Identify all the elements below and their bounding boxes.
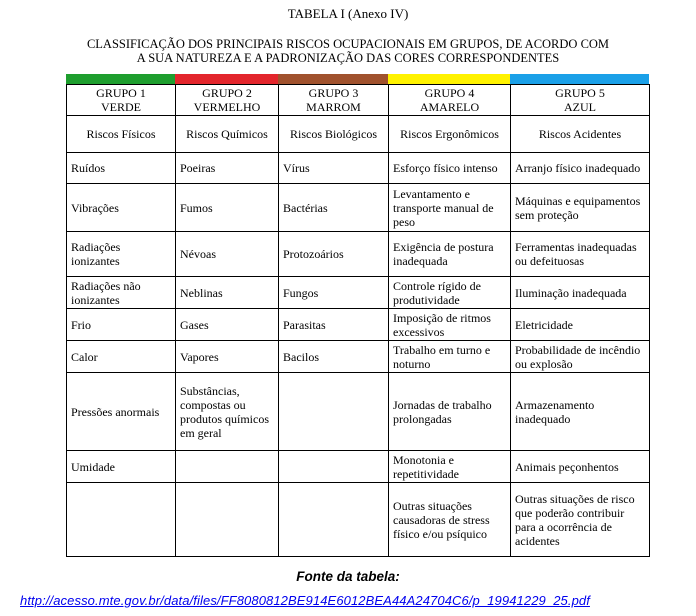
table-cell: Outras situações causadoras de stress físico e/ou psíquico: [389, 483, 511, 557]
table-cell: Vírus: [279, 153, 389, 184]
table-cell: Eletricidade: [511, 309, 650, 341]
color-swatch-group-5: [510, 74, 649, 84]
table-row: [67, 153, 650, 184]
table-cell: Umidade: [67, 451, 176, 483]
table-cell: Névoas: [176, 232, 279, 277]
table-cell: Vapores: [176, 341, 279, 373]
table-cell: Radiações não ionizantes: [67, 277, 176, 309]
group-header: GRUPO 5 AZUL: [511, 85, 650, 116]
table-cell: Poeiras: [176, 153, 279, 184]
table-row: [67, 483, 650, 557]
source-link[interactable]: http://acesso.mte.gov.br/data/files/FF8080812BE914E6012BEA44A24704C6/p_19941229_25.pdf: [20, 593, 590, 608]
source-label: Fonte da tabela:: [296, 569, 400, 584]
color-swatch-group-4: [388, 74, 510, 84]
category-row: [67, 116, 650, 153]
table-row: [67, 309, 650, 341]
category-cell: Riscos Químicos: [176, 116, 279, 153]
table-cell: Radiações ionizantes: [67, 232, 176, 277]
table-cell: [279, 451, 389, 483]
color-swatch-group-3: [278, 74, 388, 84]
table-cell: Animais peçonhentos: [511, 451, 650, 483]
category-cell: Riscos Ergonômicos: [389, 116, 511, 153]
group-color-bar: [66, 74, 649, 84]
color-swatch-group-1: [66, 74, 175, 84]
table-cell: Parasitas: [279, 309, 389, 341]
table-cell: Gases: [176, 309, 279, 341]
table-row: [67, 232, 650, 277]
group-header: GRUPO 4 AMARELO: [389, 85, 511, 116]
table-cell: Trabalho em turno e noturno: [389, 341, 511, 373]
table-cell: [176, 451, 279, 483]
category-cell: Riscos Acidentes: [511, 116, 650, 153]
table-row: [67, 373, 650, 451]
group-header: GRUPO 1 VERDE: [67, 85, 176, 116]
table-cell: Fungos: [279, 277, 389, 309]
table-cell: Esforço físico intenso: [389, 153, 511, 184]
table-cell: Ruídos: [67, 153, 176, 184]
table-title: TABELA I (Anexo IV): [287, 6, 409, 21]
table-cell: Protozoários: [279, 232, 389, 277]
table-cell: Calor: [67, 341, 176, 373]
table-cell: Fumos: [176, 184, 279, 232]
table-cell: Armazenamento inadequado: [511, 373, 650, 451]
table-cell: Ferramentas inadequadas ou defeituosas: [511, 232, 650, 277]
table-cell: Bactérias: [279, 184, 389, 232]
table-cell: [67, 483, 176, 557]
table-cell: [176, 483, 279, 557]
table-cell: Vibrações: [67, 184, 176, 232]
table-row: [67, 341, 650, 373]
group-header: GRUPO 3 MARROM: [279, 85, 389, 116]
table-cell: Outras situações de risco que poderão contribuir para a ocorrência de acidentes: [511, 483, 650, 557]
table-cell: Jornadas de trabalho prolongadas: [389, 373, 511, 451]
table-row: [67, 277, 650, 309]
heading-line-1: CLASSIFICAÇÃO DOS PRINCIPAIS RISCOS OCUPACIONAIS EM GRUPOS, DE ACORDO COM: [86, 37, 610, 51]
table-cell: [279, 483, 389, 557]
table-row: [67, 451, 650, 483]
table-cell: Pressões anormais: [67, 373, 176, 451]
table-cell: Substâncias, compostas ou produtos químicos em geral: [176, 373, 279, 451]
table-cell: [279, 373, 389, 451]
table-cell: Bacilos: [279, 341, 389, 373]
table-row: [67, 184, 650, 232]
group-header-row: [67, 85, 650, 116]
table-cell: Frio: [67, 309, 176, 341]
table-cell: Iluminação inadequada: [511, 277, 650, 309]
table-cell: Arranjo físico inadequado: [511, 153, 650, 184]
category-cell: Riscos Físicos: [67, 116, 176, 153]
table-cell: Controle rígido de produtividade: [389, 277, 511, 309]
color-swatch-group-2: [175, 74, 278, 84]
category-cell: Riscos Biológicos: [279, 116, 389, 153]
risk-classification-table: [66, 84, 650, 557]
table-heading: [60, 37, 636, 65]
table-cell: Máquinas e equipamentos sem proteção: [511, 184, 650, 232]
table-cell: Levantamento e transporte manual de peso: [389, 184, 511, 232]
table-cell: Monotonia e repetitividade: [389, 451, 511, 483]
group-header: GRUPO 2 VERMELHO: [176, 85, 279, 116]
heading-line-2: A SUA NATUREZA E A PADRONIZAÇÃO DAS CORES CORRESPONDENTES: [136, 51, 560, 65]
table-cell: Probabilidade de incêndio ou explosão: [511, 341, 650, 373]
table-cell: Imposição de ritmos excessivos: [389, 309, 511, 341]
table-cell: Exigência de postura inadequada: [389, 232, 511, 277]
table-cell: Neblinas: [176, 277, 279, 309]
